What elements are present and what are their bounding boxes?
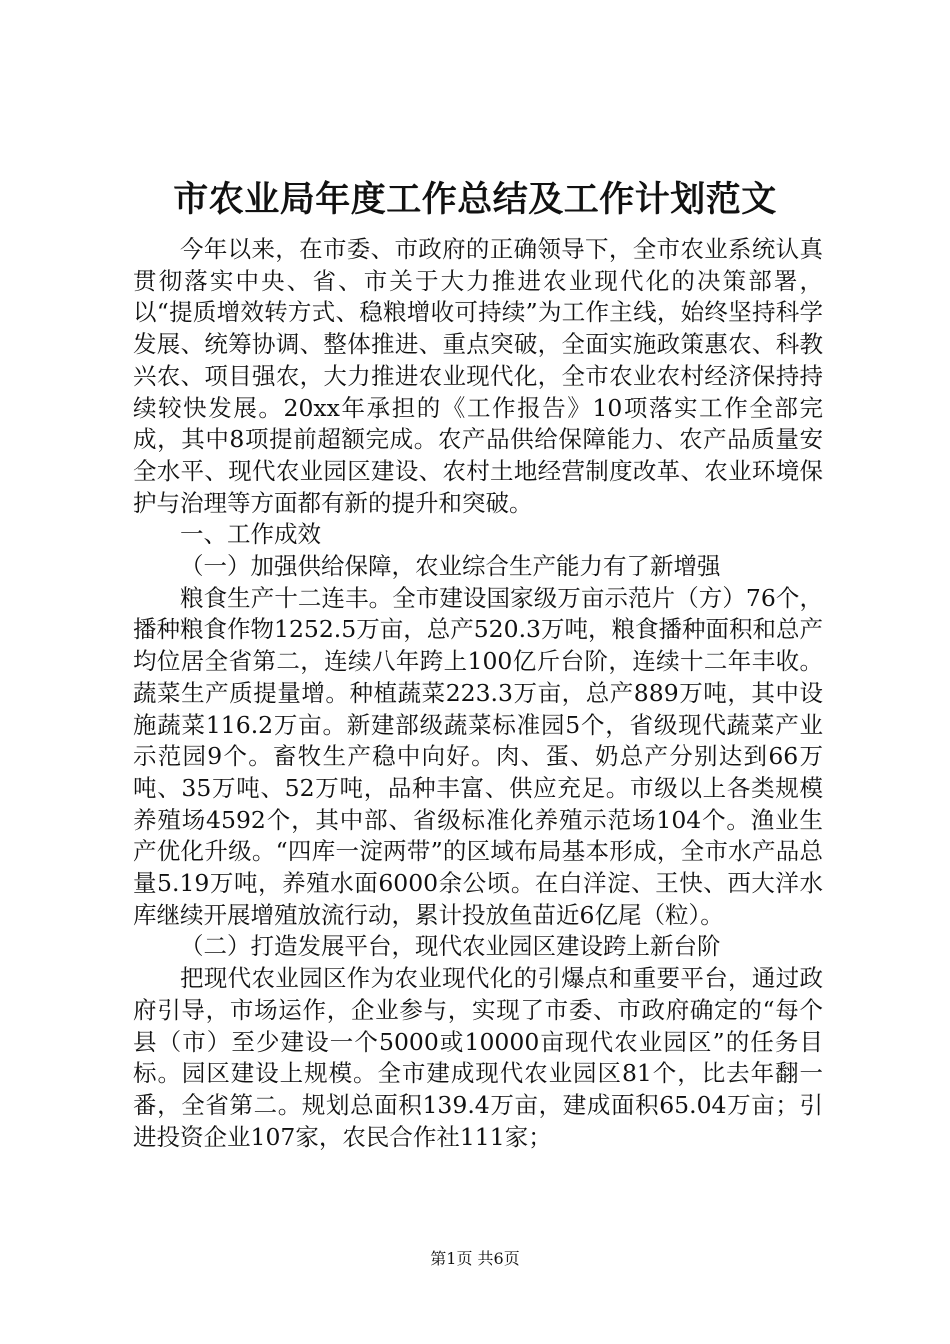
document-body (133, 234, 823, 1153)
paragraph-parks: 把现代农业园区作为农业现代化的引爆点和重要平台，通过政府引导，市场运作，企业参与，实现了市委、市政府确定的“每个县（市）至少建设一个5000或10000亩现代农业园区”的任务目标。园区建设上规模。全市建成现代农业园区81个，比去年翻一番，全省第二。规划总面积139.4万亩，建成面积65.04万亩；引进投资企业107家，农民合作社111家； (133, 964, 823, 1151)
page-footer: 第1页 共6页 (430, 1249, 520, 1268)
paragraph-production: 粮食生产十二连丰。全市建设国家级万亩示范片（方）76个，播种粮食作物1252.5万亩，总产520.3万吨，粮食播种面积和总产均位居全省第二，连续八年跨上100亿斤台阶，连续十二年丰收。蔬菜生产质提量增。种植蔬菜223.3万亩，总产889万吨，其中设施蔬菜116.2万亩。新建部级蔬菜标准园5个，省级现代蔬菜产业示范园9个。畜牧生产稳中向好。肉、蛋、奶总产分别达到66万吨、35万吨、52万吨，品种丰富、供应充足。市级以上各类规模养殖场4592个，其中部、省级标准化养殖示范场104个。渔业生产优化升级。“四库一淀两带”的区域布局基本形成，全市水产品总量5.19万吨，养殖水面6000余公顷。在白洋淀、王快、西大洋水库继续开展增殖放流行动，累计投放鱼苗近6亿尾（粒）。 (133, 583, 824, 929)
section-heading-achievements: 一、工作成效 (180, 520, 321, 549)
subsection-heading-platform: （二）打造发展平台，现代农业园区建设跨上新台阶 (180, 932, 721, 961)
document-title: 市农业局年度工作总结及工作计划范文 (173, 179, 777, 220)
subsection-heading-supply: （一）加强供给保障，农业综合生产能力有了新增强 (180, 552, 721, 581)
paragraph-intro: 今年以来，在市委、市政府的正确领导下，全市农业系统认真贯彻落实中央、省、市关于大力推进农业现代化的决策部署，以“提质增效转方式、稳粮增收可持续”为工作主线，始终坚持科学发展、统筹协调、整体推进、重点突破，全面实施政策惠农、科教兴农、项目强农，大力推进农业现代化，全市农业农村经济保持持续较快发展。20xx年承担的《工作报告》10项落实工作全部完成，其中8项提前超额完成。农产品供给保障能力、农产品质量安全水平、现代农业园区建设、农村土地经营制度改革、农业环境保护与治理等方面都有新的提升和突破。 (133, 235, 823, 517)
